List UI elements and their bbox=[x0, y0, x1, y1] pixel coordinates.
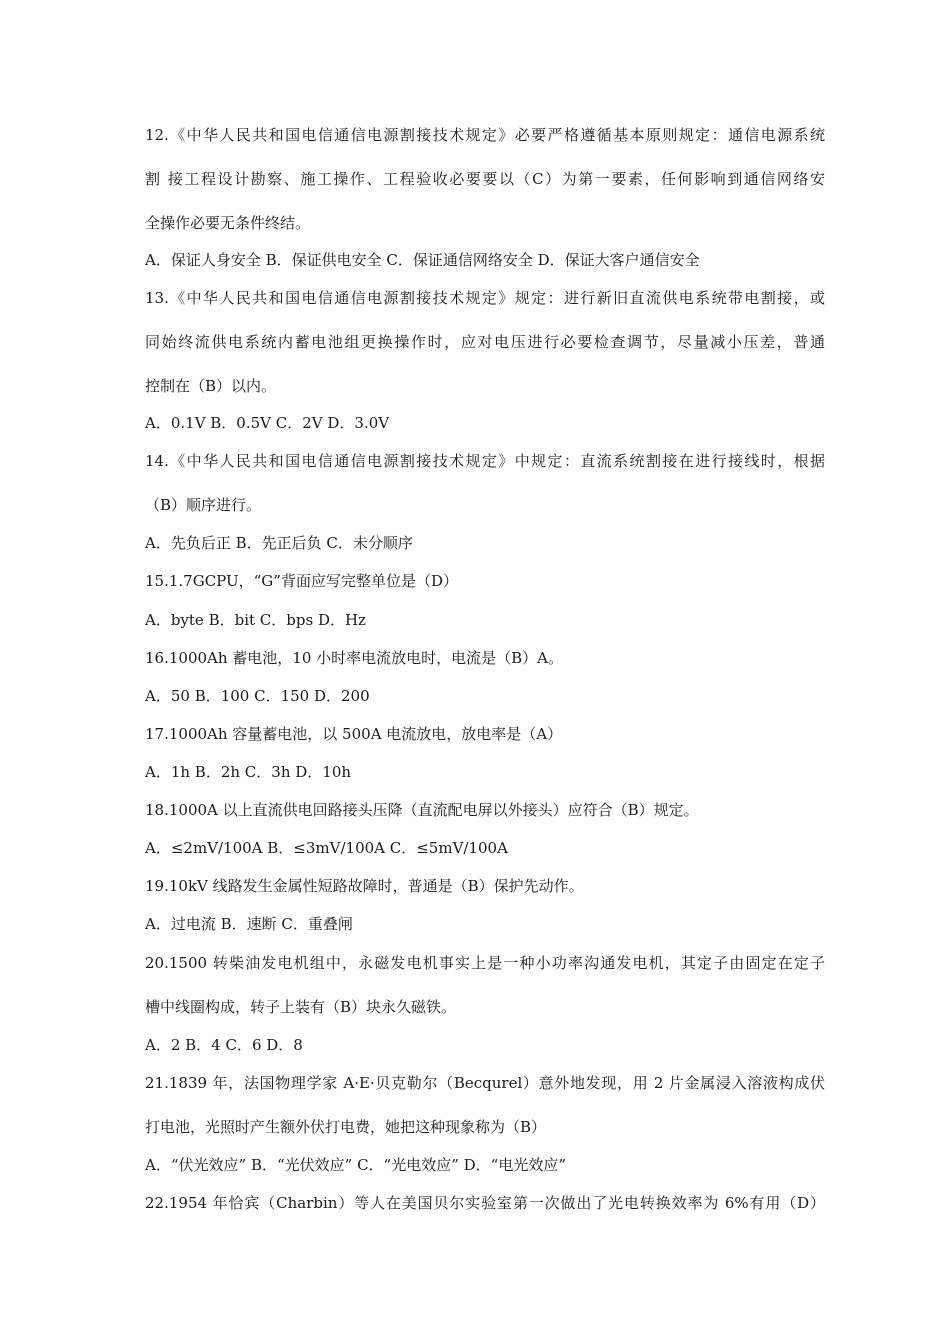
question-21-line-1: 21.1839 年，法国物理学家 A·E·贝克勒尔（Becqurel）意外地发现，用 2 片金属浸入溶液构成伏 bbox=[145, 1074, 825, 1092]
question-12-line-2: 割 接工程设计勘察、施工操作、工程验收必要要以（C）为第一要素，任何影响到通信网络安 bbox=[145, 170, 825, 188]
question-15-line-1: 15.1.7GCPU，“G”背面应写完整单位是（D） bbox=[145, 572, 458, 590]
question-20-options: A．2 B．4 C．6 D．8 bbox=[145, 1036, 303, 1054]
question-14-line-2: （B）顺序进行。 bbox=[145, 496, 262, 514]
question-15-options: A．byte B．bit C．bps D．Hz bbox=[145, 611, 366, 629]
question-14-line-1: 14.《中华人民共和国电信通信电源割接技术规定》中规定：直流系统割接在进行接线时，根据 bbox=[145, 452, 825, 470]
question-18-options: A．≤2mV/100A B．≤3mV/100A C．≤5mV/100A bbox=[145, 839, 508, 857]
question-12-line-3: 全操作必要无条件终结。 bbox=[145, 214, 311, 232]
question-17-options: A．1h B．2h C．3h D．10h bbox=[145, 763, 352, 781]
question-17-line-1: 17.1000Ah 容量蓄电池，以 500A 电流放电，放电率是（A） bbox=[145, 725, 563, 743]
question-20-line-1: 20.1500 转柴油发电机组中，永磁发电机事实上是一种小功率沟通发电机，其定子由固定在定子 bbox=[145, 954, 825, 972]
question-18-line-1: 18.1000A 以上直流供电回路接头压降（直流配电屏以外接头）应符合（B）规定。 bbox=[145, 801, 699, 819]
question-16-line-1: 16.1000Ah 蓄电池，10 小时率电流放电时，电流是（B）A。 bbox=[145, 649, 564, 667]
question-22-line-1: 22.1954 年恰宾（Charbin）等人在美国贝尔实验室第一次做出了光电转换效率为 6%有用（D） bbox=[145, 1194, 825, 1212]
question-13-line-1: 13.《中华人民共和国电信通信电源割接技术规定》规定：进行新旧直流供电系统带电割接，或 bbox=[145, 289, 825, 307]
question-13-options: A．0.1V B．0.5V C．2V D．3.0V bbox=[145, 414, 390, 432]
question-12-options: A．保证人身安全 B．保证供电安全 C．保证通信网络安全 D．保证大客户通信安全 bbox=[145, 251, 700, 269]
question-20-line-2: 槽中线圈构成，转子上装有（B）块永久磁铁。 bbox=[145, 998, 457, 1016]
question-13-line-3: 控制在（B）以内。 bbox=[145, 377, 277, 395]
question-21-options: A．“伏光效应” B．“光伏效应” C．“光电效应” D．“电光效应” bbox=[145, 1156, 567, 1174]
question-19-line-1: 19.10kV 线路发生金属性短路故障时，普通是（B）保护先动作。 bbox=[145, 877, 584, 895]
question-16-options: A．50 B．100 C．150 D．200 bbox=[145, 687, 370, 705]
question-12-line-1: 12.《中华人民共和国电信通信电源割接技术规定》必要严格遵循基本原则规定：通信电源系统 bbox=[145, 126, 825, 144]
question-14-options: A．先负后正 B．先正后负 C．未分顺序 bbox=[145, 534, 413, 552]
question-19-options: A．过电流 B．速断 C．重叠闸 bbox=[145, 915, 353, 933]
question-21-line-2: 打电池，光照时产生额外伏打电费，她把这种现象称为（B） bbox=[145, 1118, 547, 1136]
question-13-line-2: 同始终流供电系统内蓄电池组更换操作时，应对电压进行必要检查调节，尽量减小压差，普通 bbox=[145, 333, 825, 351]
